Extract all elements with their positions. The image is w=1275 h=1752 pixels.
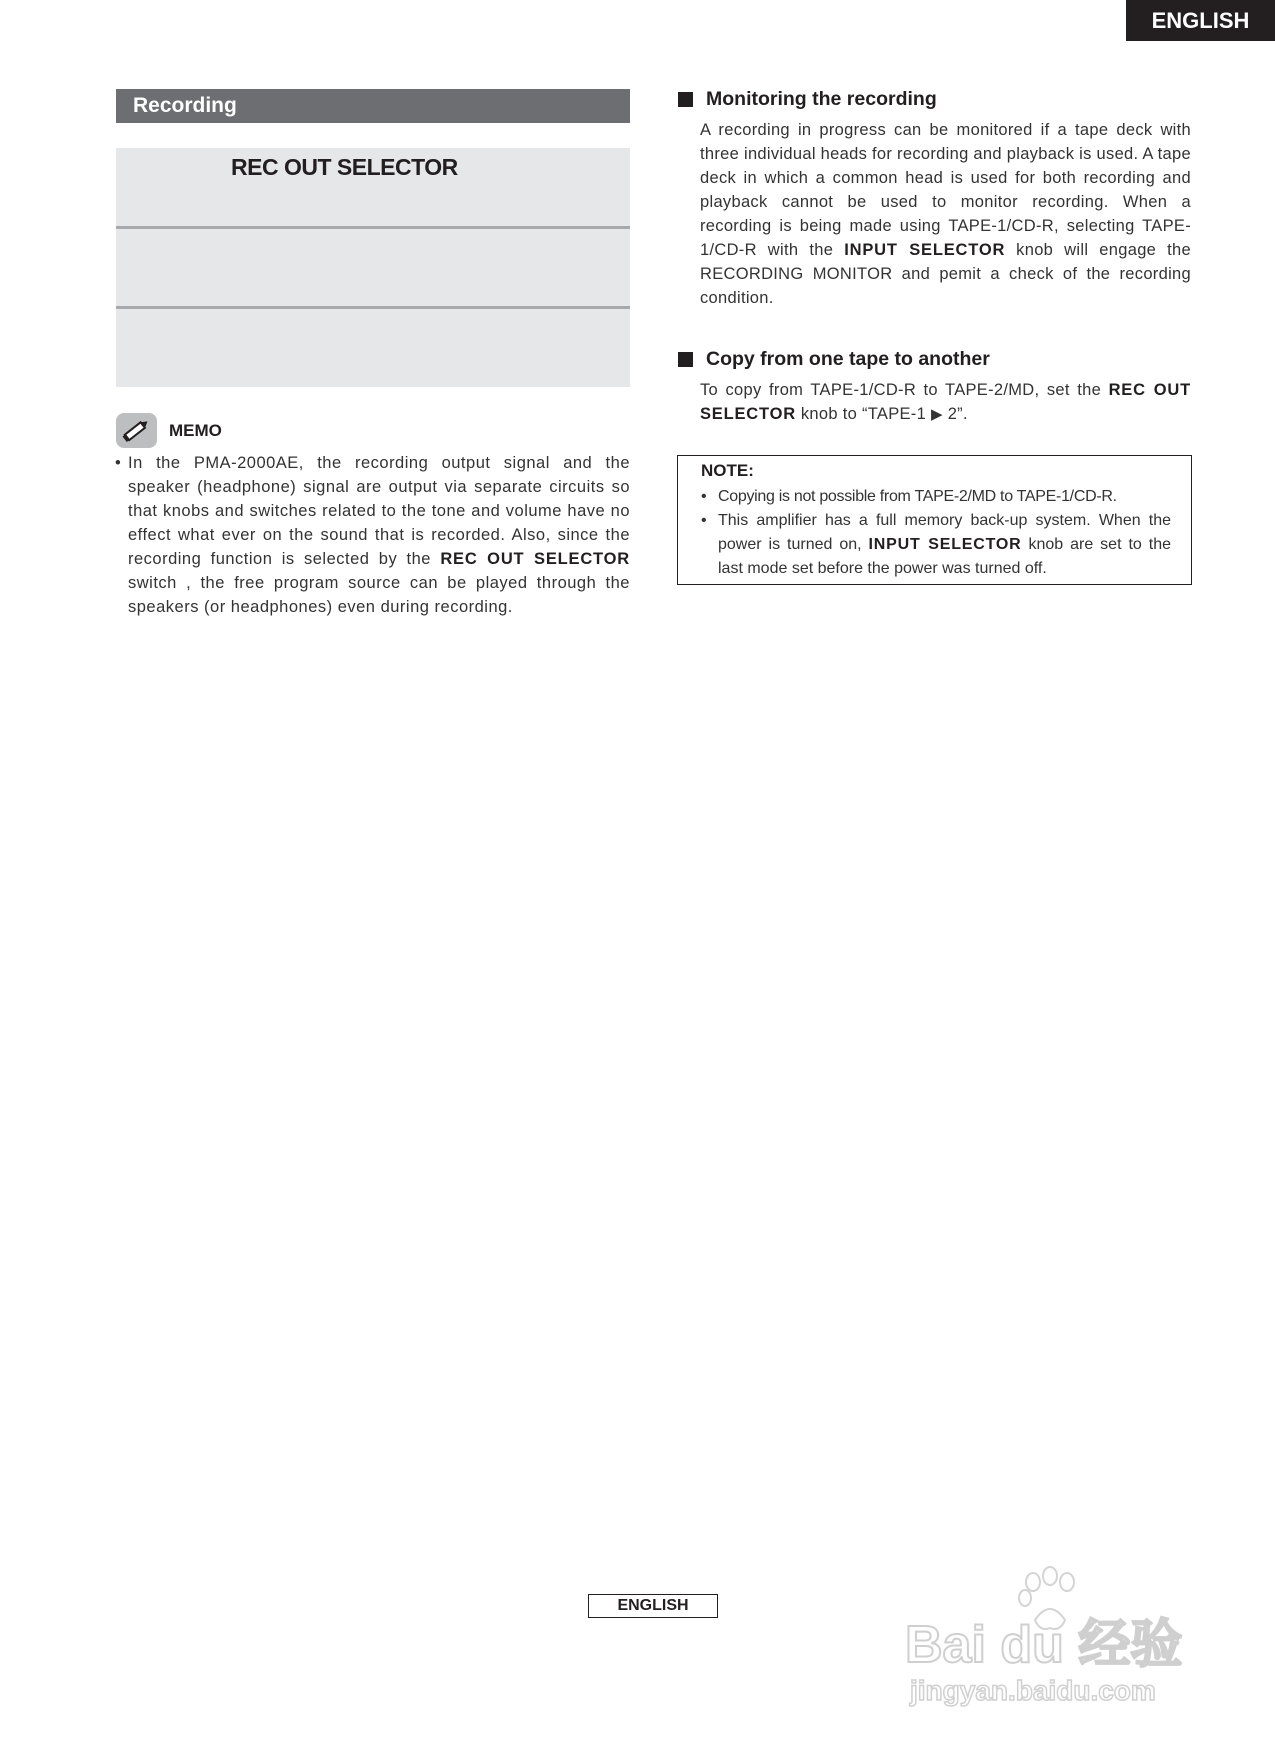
note-box (677, 455, 1192, 585)
paragraph-part: knob to “TAPE-1 (795, 405, 931, 423)
note-item-text: Copying is not possible from TAPE-2/MD to TAPE-1/CD-R. (718, 488, 1117, 505)
note-list (701, 485, 1171, 581)
note-item-text: This amplifier has a full memory back-up system. When the power is turned on, (718, 512, 1171, 553)
square-bullet-icon (678, 352, 693, 367)
watermark-brand: Bai du 经验 (905, 1616, 1183, 1674)
copy-text (700, 378, 1191, 427)
paragraph-part: To copy from TAPE-1/CD-R to TAPE-2/MD, set the (700, 381, 1109, 399)
memo-text-part: switch , the free program source can be played through the speakers (or headphones) even during recording. (128, 574, 630, 616)
language-tab: ENGLISH (1126, 0, 1275, 41)
control-name: REC OUT SELECTOR (700, 381, 1191, 423)
monitoring-text (700, 118, 1191, 310)
memo-label: MEMO (169, 421, 222, 440)
note-item-text: knob are set to the last mode set before the power was turned off. (718, 536, 1171, 577)
list-item (701, 509, 1171, 581)
heading-text: Copy from one tape to another (706, 348, 990, 370)
list-item (701, 485, 1171, 509)
control-name: INPUT SELECTOR (868, 536, 1022, 553)
panel-divider (116, 306, 630, 309)
play-arrow-icon: ▶ (930, 406, 943, 423)
control-name: REC OUT SELECTOR (440, 550, 630, 568)
bullet: • (701, 488, 707, 505)
selector-panel-title: REC OUT SELECTOR (231, 154, 458, 180)
monitoring-heading (678, 88, 937, 111)
footer-language-label: ENGLISH (588, 1594, 718, 1618)
bullet: • (115, 454, 122, 472)
watermark-url: jingyan.baidu.com (910, 1675, 1156, 1706)
rec-out-selector-panel (116, 148, 630, 387)
square-bullet-icon (678, 92, 693, 107)
copy-heading (678, 348, 990, 371)
memo-text (115, 451, 630, 619)
note-title: NOTE: (701, 461, 754, 480)
paragraph-part: 2”. (942, 405, 968, 423)
heading-text: Monitoring the recording (706, 88, 937, 110)
paragraph-part: knob will engage the RECORDING MONITOR and pemit a check of the recording condition. (700, 241, 1191, 307)
memo-text-part: In the PMA-2000AE, the recording output signal and the speaker (headphone) signal are output via separate circuits so that knobs and switches related to the tone and volume have no effect what ever on the sound that is recorded. Also, since the recording function is selected by the (128, 454, 630, 568)
section-title-bar: Recording (116, 89, 630, 123)
paragraph-part: A recording in progress can be monitored if a tape deck with three individual heads for recording and playback is used. A tape deck in which a common head is used for both recording and playback cannot be used to monitor recording. When a recording is being made using TAPE-1/CD-R, selecting TAPE-1/CD-R with the (700, 121, 1191, 259)
control-name: INPUT SELECTOR (844, 241, 1006, 259)
bullet: • (701, 512, 707, 529)
baidu-watermark (900, 1560, 1200, 1710)
pencil-icon (116, 413, 157, 448)
panel-divider (116, 226, 630, 229)
